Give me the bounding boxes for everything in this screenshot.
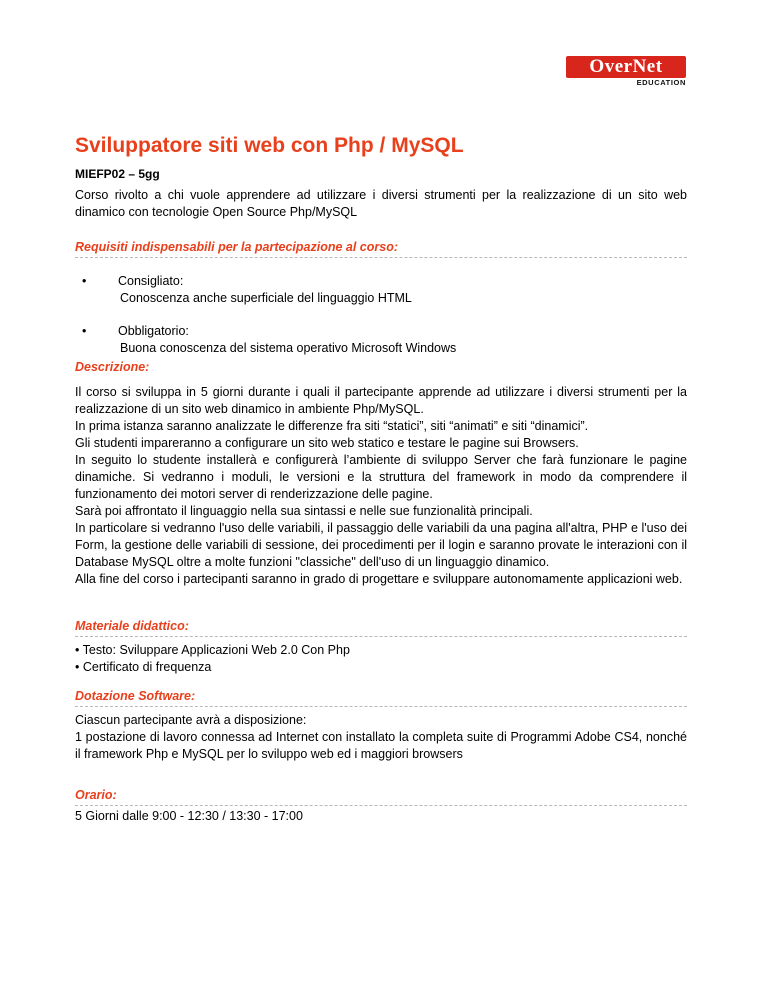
list-item — [75, 323, 687, 357]
requirement-label: Obbligatorio: — [118, 324, 189, 338]
description-line: In particolare si vedranno l'uso delle variabili, il passaggio delle variabili da una pagina all'altra, PHP e l'uso dei Form, la gestione delle variabili di sessione, dei procedimenti per il login e saranno provate le interazioni con il Database MySQL oltre a molte funzioni "classiche" dell'uso di un linguaggio dinamico. — [75, 521, 687, 569]
schedule-heading: Orario: — [75, 787, 687, 806]
requirement-text: Conoscenza anche superficiale del linguaggio HTML — [120, 291, 412, 305]
software-line: 1 postazione di lavoro connessa ad Internet con installato la completa suite di Programmi Adobe CS4, nonché il framework Php e MySQL per lo sviluppo web ed i maggiori browsers — [75, 730, 687, 761]
course-code: MIEFP02 – 5gg — [75, 167, 160, 181]
materials-list — [75, 642, 687, 676]
software-body — [75, 712, 687, 763]
overnet-logo — [566, 56, 686, 90]
page-title: Sviluppatore siti web con Php / MySQL — [75, 134, 464, 157]
logo-subtitle: EDUCATION — [636, 78, 686, 87]
requirement-text: Buona conoscenza del sistema operativo Microsoft Windows — [120, 341, 457, 355]
requirements-heading: Requisiti indispensabili per la partecipazione al corso: — [75, 239, 687, 258]
requirements-list — [75, 273, 687, 357]
logo-brand: OverNet — [566, 56, 686, 78]
description-line: In seguito lo studente installerà e configurerà l’ambiente di sviluppo Server che farà funzionare le pagine dinamiche. Si vedranno i moduli, le versioni e la struttura del framework in modo da comprendere il funzionamento dei motori server di renderizzazione delle pagine. — [75, 453, 687, 501]
software-heading: Dotazione Software: — [75, 688, 687, 707]
list-item — [75, 273, 687, 307]
list-item: • Certificato di frequenza — [75, 660, 212, 674]
list-item: • Testo: Sviluppare Applicazioni Web 2.0 Con Php — [75, 643, 350, 657]
description-line: Alla fine del corso i partecipanti saranno in grado di progettare e sviluppare autonomamente applicazioni web. — [75, 572, 683, 586]
description-line: Sarà poi affrontato il linguaggio nella sua sintassi e nelle sue funzionalità principali. — [75, 504, 533, 518]
software-line: Ciascun partecipante avrà a disposizione: — [75, 713, 307, 727]
description-line: In prima istanza saranno analizzate le differenze fra siti “statici”, siti “animati” e siti “dinamici”. — [75, 419, 589, 433]
bullet-icon: • — [82, 274, 87, 288]
bullet-icon: • — [82, 324, 87, 338]
description-line: Gli studenti impareranno a configurare un sito web statico e testare le pagine sui Browsers. — [75, 436, 579, 450]
course-sheet — [75, 132, 687, 825]
requirement-label: Consigliato: — [118, 274, 184, 288]
materials-heading: Materiale didattico: — [75, 618, 687, 637]
description-body — [75, 384, 687, 588]
schedule-text: 5 Giorni dalle 9:00 - 12:30 / 13:30 - 17:00 — [75, 809, 303, 823]
course-intro: Corso rivolto a chi vuole apprendere ad utilizzare i diversi strumenti per la realizzazione di un sito web dinamico con tecnologie Open Source Php/MySQL — [75, 188, 687, 219]
description-line: Il corso si sviluppa in 5 giorni durante i quali il partecipante apprende ad utilizzare i diversi strumenti per la realizzazione di un sito web dinamico in ambiente Php/MySQL. — [75, 385, 687, 416]
description-heading: Descrizione: — [75, 360, 150, 374]
